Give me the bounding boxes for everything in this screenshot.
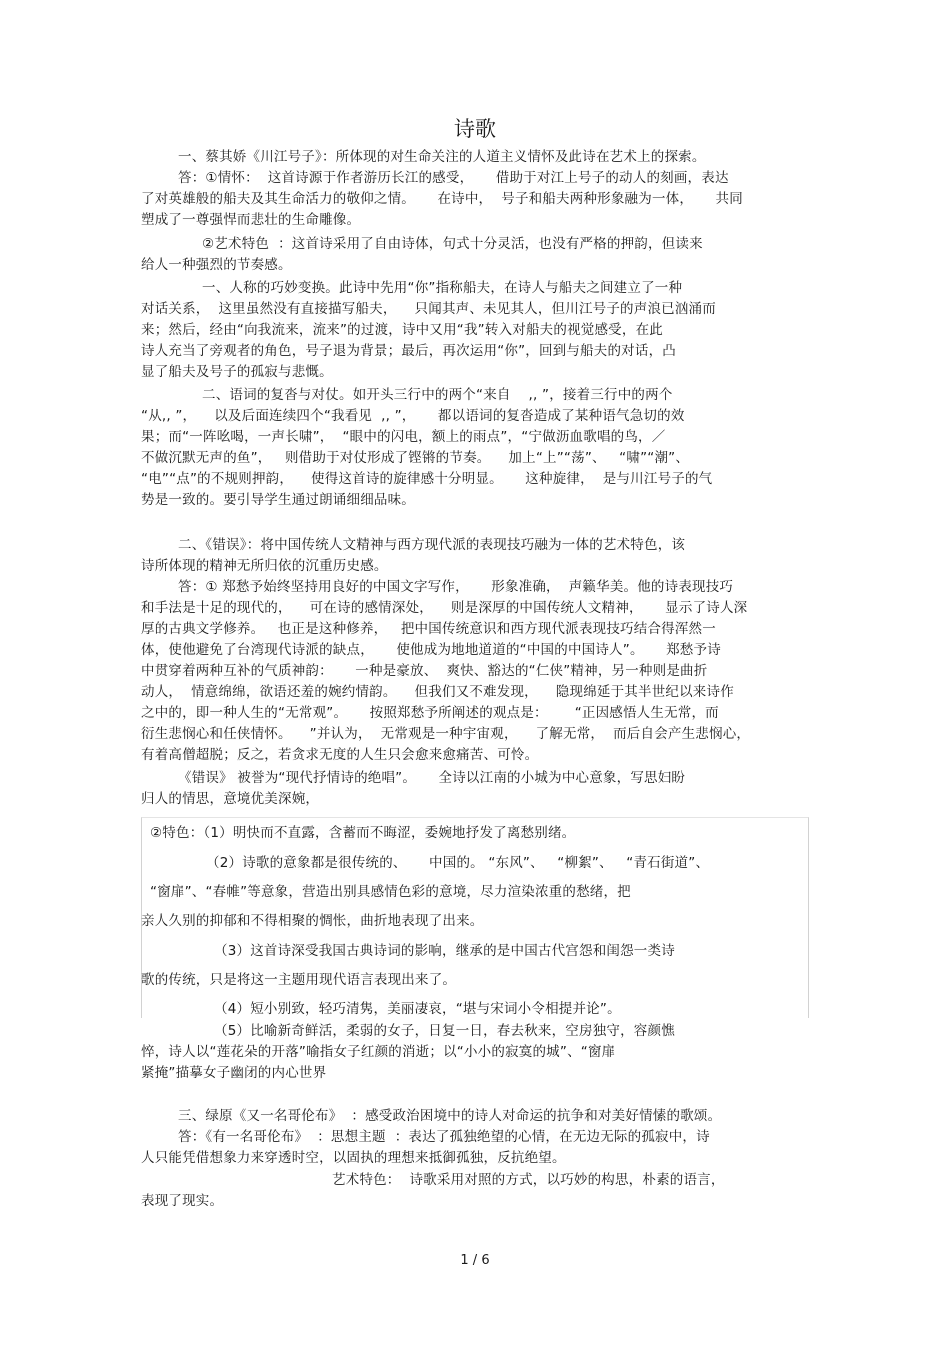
text-line: 艺术特色： 诗歌采用对照的方式，以巧妙的构思，朴素的语言， (332, 1172, 725, 1188)
text-line: 衍生悲悯心和任侠情怀。 ”并认为， 无常观是一种宇宙观， 了解无常， 而后自会产生悲悯心， (141, 726, 751, 742)
text-line: 来；然后，经由“向我流来，流来”的过渡，诗中又用“我”转入对船夫的视觉感受，在此 (141, 322, 663, 338)
text-line: 了对英雄般的船夫及其生命活力的敬仰之情。 在诗中， 号子和船夫两种形象融为一体， 共同 (141, 191, 743, 207)
text-line: 厚的古典文学修养。 也正是这种修养， 把中国传统意识和西方现代派表现技巧结合得浑然一 (141, 621, 716, 637)
text-line: 归人的情思，意境优美深婉， (141, 791, 320, 807)
text-line: 三、绿原《又一名哥伦布》 ：感受政治困境中的诗人对命运的抗争和对美好情愫的歌颂。 (178, 1108, 722, 1124)
text-line: 中贯穿着两种互补的气质神韵： 一种是豪放、 爽快、豁达的“仁侠”精神，另一种则是曲折 (141, 663, 708, 679)
text-line: 悴，诗人以“莲花朵的开落”喻指女子红颜的消逝；以“小小的寂寞的城”、“窗扉 (141, 1044, 616, 1060)
text-line: 势是一致的。要引导学生通过朗诵细细品味。 (141, 492, 415, 508)
text-line: “窗扉”、“春帷”等意象，营造出别具感情色彩的意境，尽力渲染浓重的愁绪，把 (150, 884, 631, 900)
text-line: 塑成了一尊强悍而悲壮的生命雕像。 (141, 212, 361, 228)
text-line: 不做沉默无声的鱼”， 则借助于对仗形成了铿锵的节奏。 加上“上”“荡”、 “啸”“潮”、 (141, 450, 690, 466)
text-line: （4）短小别致，轻巧清隽，美丽凄哀，“堪与宋词小令相提并论”。 (214, 1001, 621, 1017)
text-line: 紧掩”描摹女子幽闭的内心世界 (141, 1065, 327, 1081)
text-line: 对话关系， 这里虽然没有直接描写船夫， 只闻其声、未见其人，但川江号子的声浪已汹涌而 (141, 301, 716, 317)
text-line: 答：①情怀： 这首诗源于作者游历长江的感受， 借助于对江上号子的动人的刻画，表达 (178, 170, 729, 186)
text-line: 有着高僧超脱；反之，若贪求无度的人生只会愈来愈痛苦、可怜。 (141, 747, 539, 763)
text-line: 诗人充当了旁观者的角色，号子退为背景；最后，再次运用“你”，回到与船夫的对话，凸 (141, 343, 676, 359)
text-line: 二、语词的复沓与对仗。如开头三行中的两个“来自 ,, ”，接着三行中的两个 (202, 387, 673, 403)
text-line: 体，使他避免了台湾现代诗派的缺点， 使他成为地地道道的“中国的中国诗人”。 郑愁予诗 (141, 642, 721, 658)
document-title: 诗歌 (454, 117, 496, 141)
text-line: 动人， 情意绵绵，欲语还羞的婉约情韵。 但我们又不难发现， 隐现绵延于其半世纪以来诗作 (141, 684, 734, 700)
text-line: 给人一种强烈的节奏感。 (141, 257, 292, 273)
text-line: “电”“点”的不规则押韵， 使得这首诗的旋律感十分明显。 这种旋律， 是与川江号子的气 (141, 471, 713, 487)
text-line: 人只能凭借想象力来穿透时空，以固执的理想来抵御孤独，反抗绝望。 (141, 1150, 566, 1166)
text-line: 显了船夫及号子的孤寂与悲慨。 (141, 364, 333, 380)
text-line: 一、蔡其娇《川江号子》：所体现的对生命关注的人道主义情怀及此诗在艺术上的探索。 (178, 149, 706, 165)
text-line: 表现了现实。 (141, 1193, 224, 1209)
text-line: 答：① 郑愁予始终坚持用良好的中国文字写作， 形象准确， 声籁华美。他的诗表现技巧 (178, 579, 734, 595)
text-line: 答：《有一名哥伦布》 ：思想主题 ：表达了孤独绝望的心情，在无边无际的孤寂中，诗 (178, 1129, 710, 1145)
text-line: ②特色：（1）明快而不直露，含蓄而不晦涩，委婉地抒发了离愁别绪。 (150, 825, 576, 841)
text-line: 亲人久别的抑郁和不得相聚的惆怅，曲折地表现了出来。 (141, 913, 484, 929)
text-line: （2）诗歌的意象都是很传统的、 中国的。 “东风”、 “柳絮”、 “青石街道”、 (206, 855, 710, 871)
text-line: ②艺术特色 ：这首诗采用了自由诗体，句式十分灵活，也没有严格的押韵，但读来 (202, 236, 703, 252)
text-line: 和手法是十足的现代的， 可在诗的感情深处， 则是深厚的中国传统人文精神， 显示了诗人深 (141, 600, 748, 616)
text-line: 二、《错误》：将中国传统人文精神与西方现代派的表现技巧融为一体的艺术特色，该 (178, 537, 686, 553)
text-line: 《错误》 被誉为“现代抒情诗的绝唱”。 全诗以江南的小城为中心意象，写思妇盼 (178, 770, 686, 786)
text-line: 之中的，即一种人生的“无常观”。 按照郑愁予所阐述的观点是： “正因感悟人生无常，而 (141, 705, 719, 721)
page-number: 1 / 6 (460, 1253, 490, 1268)
text-line: 果；而“一阵吆喝，一声长啸”， “眼中的闪电，额上的雨点”，“宁做沥血歌唱的鸟，／ (141, 429, 666, 445)
text-line: 歌的传统，只是将这一主题用现代语言表现出来了。 (141, 972, 457, 988)
text-line: （5）比喻新奇鲜活，柔弱的女子，日复一日，春去秋来，空房独守，容颜憔 (214, 1023, 675, 1039)
text-line: “从,, ”， 以及后面连续四个“我看见 ,, ”， 都以语词的复沓造成了某种语气急切的效 (141, 408, 685, 424)
text-line: （3）这首诗深受我国古典诗词的影响，继承的是中国古代宫怨和闺怨一类诗 (214, 943, 675, 959)
text-line: 诗所体现的精神无所归依的沉重历史感。 (141, 558, 388, 574)
text-line: 一、人称的巧妙变换。此诗中先用“你”指称船夫，在诗人与船夫之间建立了一种 (202, 280, 683, 296)
